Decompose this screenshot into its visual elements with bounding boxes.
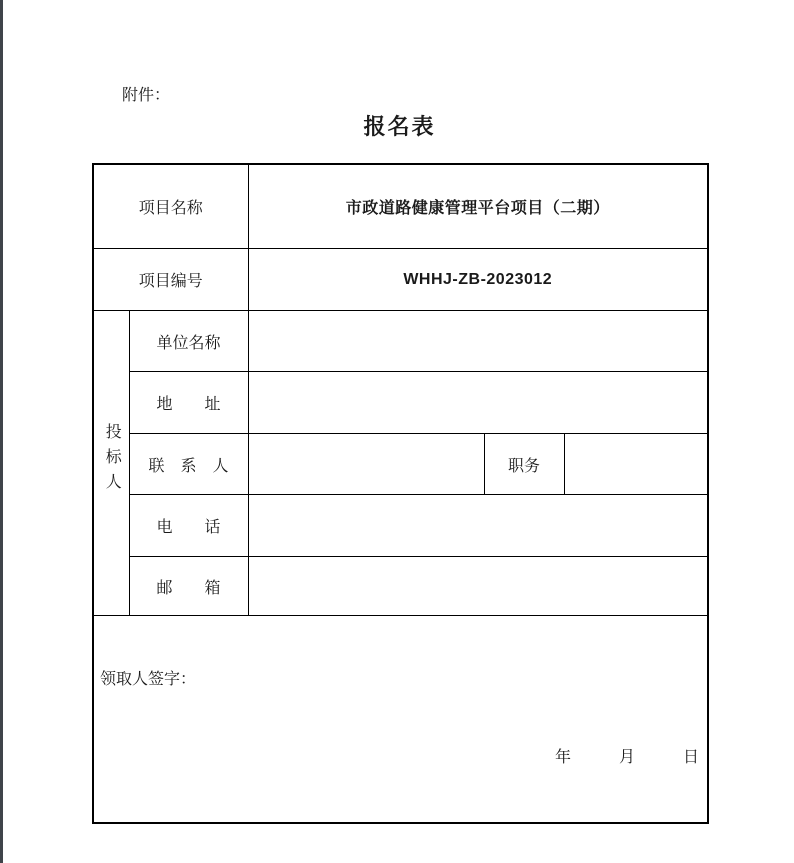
- contact-person-input-cell[interactable]: [248, 434, 484, 495]
- project-number-value: WHHJ-ZB-2023012: [248, 249, 708, 311]
- table-row: [93, 557, 708, 616]
- unit-name-input-cell[interactable]: [248, 311, 708, 372]
- year-label: 年: [554, 749, 571, 766]
- month-label: 月: [618, 749, 635, 766]
- table-row: [93, 249, 708, 311]
- position-input-cell[interactable]: [564, 434, 708, 495]
- signature-cell: [93, 616, 708, 824]
- contact-person-label: 联 系 人: [129, 434, 248, 495]
- bidder-group-label-cell: [93, 311, 129, 616]
- registration-form-table: [92, 163, 709, 824]
- signature-label: 领取人签字：: [100, 671, 197, 688]
- table-row: [93, 164, 708, 249]
- phone-label: 电 话: [129, 495, 248, 557]
- project-name-label: 项目名称: [93, 164, 248, 249]
- table-row: [93, 434, 708, 495]
- email-label: 邮 箱: [129, 557, 248, 616]
- project-number-label: 项目编号: [93, 249, 248, 311]
- email-input-cell[interactable]: [248, 557, 708, 616]
- table-row: [93, 495, 708, 557]
- table-row: [93, 311, 708, 372]
- table-row: [93, 616, 708, 824]
- attachment-label: 附件：: [122, 87, 171, 104]
- day-label: 日: [683, 749, 700, 766]
- page-left-edge: [0, 0, 3, 863]
- address-input-cell[interactable]: [248, 372, 708, 434]
- date-line: [555, 744, 699, 767]
- table-row: [93, 372, 708, 434]
- position-label: 职务: [484, 434, 564, 495]
- address-label: 地 址: [129, 372, 248, 434]
- page-title: 报名表: [363, 114, 436, 139]
- project-name-value: 市政道路健康管理平台项目（二期）: [248, 164, 708, 249]
- phone-input-cell[interactable]: [248, 495, 708, 557]
- unit-name-label: 单位名称: [129, 311, 248, 372]
- bidder-group-label: 投标人: [103, 423, 121, 498]
